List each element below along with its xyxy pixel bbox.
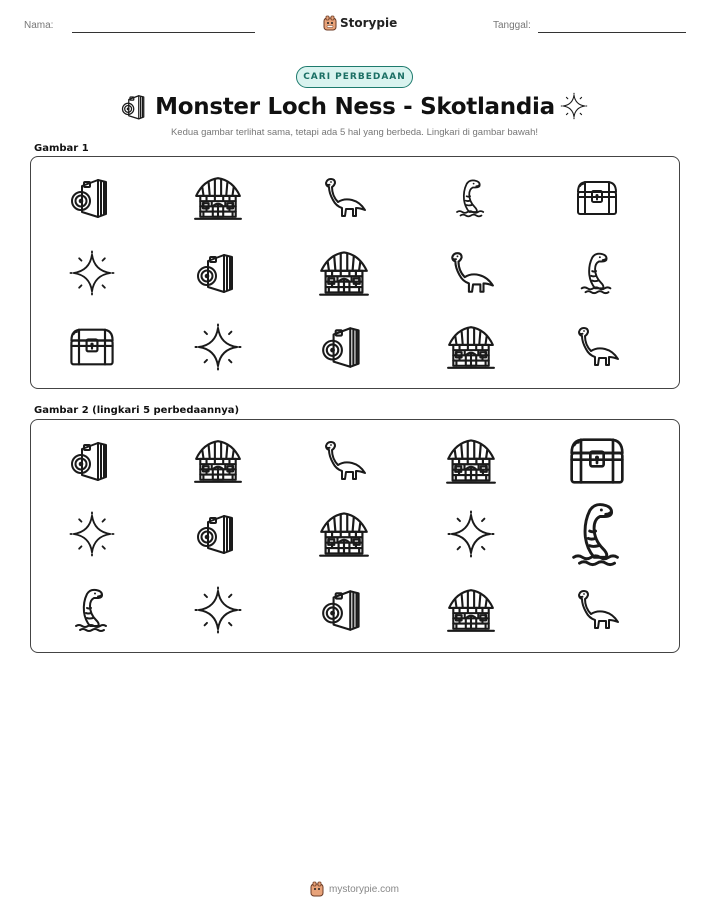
footer-url: mystorypie.com bbox=[328, 883, 399, 895]
sparkle-icon bbox=[70, 251, 114, 295]
dinosaur-icon bbox=[573, 323, 621, 371]
camera-icon[interactable] bbox=[194, 510, 242, 558]
dinosaur-icon bbox=[446, 248, 496, 298]
camera-icon bbox=[319, 322, 369, 372]
picture-1-panel bbox=[30, 156, 680, 389]
picture-2-panel[interactable] bbox=[30, 419, 680, 653]
cottage-icon bbox=[318, 247, 370, 299]
mascot-icon bbox=[310, 881, 324, 897]
treasure-chest-icon[interactable] bbox=[565, 429, 629, 493]
sea-serpent-icon bbox=[574, 250, 620, 296]
sparkle-icon bbox=[561, 93, 587, 119]
date-label: Tanggal: bbox=[493, 20, 531, 31]
date-field[interactable] bbox=[538, 32, 686, 33]
picture-2-label: Gambar 2 (lingkari 5 perbedaannya) bbox=[34, 405, 240, 416]
brand-name: Storypie bbox=[340, 16, 398, 30]
sea-serpent-icon bbox=[450, 177, 492, 219]
dinosaur-icon[interactable] bbox=[573, 586, 621, 634]
cottage-icon[interactable] bbox=[193, 436, 243, 486]
mascot-icon bbox=[323, 15, 337, 31]
sparkle-icon bbox=[195, 324, 241, 370]
sparkle-icon[interactable] bbox=[195, 587, 241, 633]
brand-logo bbox=[323, 14, 397, 32]
camera-icon[interactable] bbox=[68, 437, 116, 485]
dinosaur-icon[interactable] bbox=[320, 437, 368, 485]
worksheet-header bbox=[0, 0, 709, 50]
treasure-chest-icon bbox=[573, 174, 621, 222]
camera-icon bbox=[68, 174, 116, 222]
activity-badge: CARI PERBEDAAN bbox=[296, 66, 413, 88]
cottage-icon[interactable] bbox=[318, 508, 370, 560]
name-label: Nama: bbox=[24, 20, 54, 31]
dinosaur-icon bbox=[320, 174, 368, 222]
name-field[interactable] bbox=[72, 32, 255, 33]
title-row bbox=[0, 90, 709, 124]
camera-icon bbox=[194, 249, 242, 297]
cottage-icon bbox=[193, 173, 243, 223]
sea-serpent-icon[interactable] bbox=[562, 499, 632, 569]
footer bbox=[0, 880, 709, 898]
sea-serpent-icon[interactable] bbox=[68, 586, 116, 634]
camera-icon bbox=[119, 92, 151, 122]
treasure-chest-icon bbox=[66, 321, 118, 373]
camera-icon[interactable] bbox=[319, 585, 369, 635]
sparkle-icon[interactable] bbox=[70, 512, 114, 556]
picture-1-label: Gambar 1 bbox=[34, 143, 89, 154]
page-title: Monster Loch Ness - Skotlandia bbox=[155, 94, 555, 120]
sparkle-icon[interactable] bbox=[448, 511, 494, 557]
cottage-icon[interactable] bbox=[446, 585, 496, 635]
cottage-icon[interactable] bbox=[445, 435, 497, 487]
cottage-icon bbox=[446, 322, 496, 372]
instructions: Kedua gambar terlihat sama, tetapi ada 5 hal yang berbeda. Lingkari di gambar bawah! bbox=[170, 127, 539, 138]
